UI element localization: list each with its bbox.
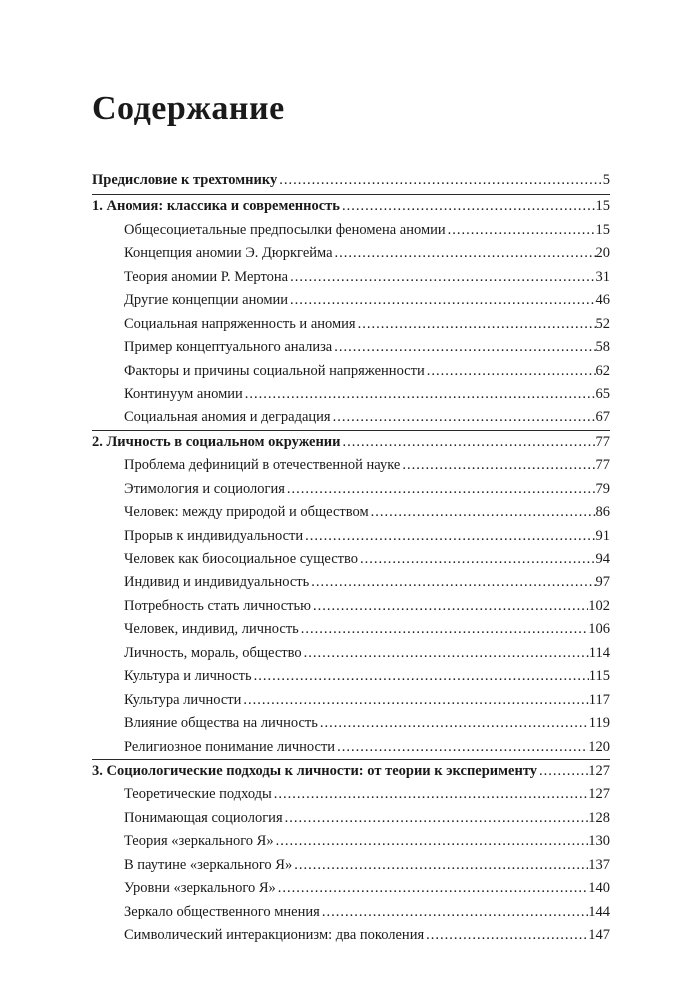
toc-entry-label: Проблема дефиниций в отечественной науке — [124, 457, 401, 474]
toc-page-number: 77 — [595, 457, 610, 474]
toc-dot-leader — [318, 712, 589, 735]
toc-dot-leader — [299, 618, 588, 641]
toc-entry-label: Теория аномии Р. Мертона — [124, 268, 289, 285]
toc-section-entry — [92, 901, 610, 924]
toc-section-entry — [92, 877, 610, 900]
toc-page-number: 140 — [588, 880, 610, 897]
toc-dot-leader — [252, 665, 589, 688]
toc-dot-leader — [340, 195, 596, 218]
toc-dot-leader — [302, 642, 589, 665]
toc-section-entry — [92, 571, 610, 594]
toc-dot-leader — [283, 807, 589, 830]
toc-page-number: 62 — [595, 362, 610, 379]
toc-section-entry — [92, 313, 610, 336]
toc-page-number: 115 — [588, 668, 610, 685]
toc-section-entry — [92, 854, 610, 877]
toc-dot-leader — [320, 901, 588, 924]
toc-section-entry — [92, 665, 610, 688]
toc-entry-label: Личность, мораль, общество — [124, 644, 302, 661]
toc-entry-label: Потребность стать личностью — [124, 597, 311, 614]
toc-page-number: 106 — [588, 621, 610, 638]
toc-chapter-entry — [92, 759, 610, 783]
toc-dot-leader — [332, 336, 595, 359]
toc-entry-label: 2. Личность в социальном окружении — [92, 433, 341, 450]
toc-section-entry — [92, 501, 610, 524]
toc-page-number: 86 — [595, 504, 610, 521]
toc-page-number: 65 — [595, 385, 610, 402]
toc-entry-label: Понимающая социология — [124, 809, 283, 826]
toc-entry-label: Общесоциетальные предпосылки феномена аномии — [124, 221, 446, 238]
toc-entry-label: В паутине «зеркального Я» — [124, 856, 293, 873]
toc-dot-leader — [335, 736, 588, 759]
toc-page-number: 67 — [595, 409, 610, 426]
toc-page-number: 130 — [588, 833, 610, 850]
toc-entry-label: Культура и личность — [124, 668, 252, 685]
toc-page-number: 31 — [595, 268, 610, 285]
toc-dot-leader — [309, 571, 595, 594]
toc-section-entry — [92, 712, 610, 735]
toc-chapter-entry — [92, 430, 610, 454]
toc-entry-label: Символический интеракционизм: два поколения — [124, 927, 425, 943]
toc-page-number: 91 — [595, 527, 610, 544]
toc-section-entry — [92, 406, 610, 429]
toc-page-number: 147 — [588, 927, 610, 943]
toc-page-number: 120 — [588, 738, 610, 755]
toc-page-number: 114 — [588, 644, 610, 661]
toc-page-number: 144 — [588, 903, 610, 920]
toc-entry-label: Концепция аномии Э. Дюркгейма — [124, 245, 333, 262]
toc-page-number: 15 — [595, 221, 610, 238]
toc-dot-leader — [276, 877, 588, 900]
toc-page-number: 79 — [595, 480, 610, 497]
toc-section-entry — [92, 336, 610, 359]
toc-dot-leader — [311, 595, 588, 618]
toc-page-number: 52 — [595, 315, 610, 332]
toc-section-entry — [92, 595, 610, 618]
toc-entry-label: Континуум аномии — [124, 385, 243, 402]
toc-section-entry — [92, 689, 610, 712]
toc-entry-label: Теория «зеркального Я» — [124, 833, 274, 850]
toc-page-number: 15 — [595, 198, 610, 215]
table-of-contents — [92, 169, 610, 947]
toc-section-entry — [92, 736, 610, 759]
toc-entry-label: Человек, индивид, личность — [124, 621, 299, 638]
toc-entry-label: Другие концепции аномии — [124, 292, 289, 309]
toc-dot-leader — [356, 313, 596, 336]
toc-page-number: 127 — [588, 762, 610, 779]
toc-page-number: 20 — [595, 245, 610, 262]
toc-dot-leader — [277, 169, 602, 192]
toc-dot-leader — [331, 406, 596, 429]
toc-dot-leader — [274, 830, 589, 853]
toc-dot-leader — [288, 266, 595, 289]
toc-page-number: 77 — [595, 433, 610, 450]
toc-dot-leader — [341, 431, 596, 454]
toc-entry-label: 3. Социологические подходы к личности: от теории к эксперименту — [92, 762, 538, 779]
toc-entry-label: Человек: между природой и обществом — [124, 504, 369, 521]
toc-dot-leader — [446, 219, 596, 242]
toc-chapter-entry — [92, 194, 610, 218]
toc-entry-label: Человек как биосоциальное существо — [124, 551, 358, 567]
toc-section-entry — [92, 830, 610, 853]
toc-entry-label: Факторы и причины социальной напряженности — [124, 362, 425, 379]
toc-section-entry — [92, 924, 610, 947]
toc-entry-label: Уровни «зеркального Я» — [124, 880, 276, 897]
toc-dot-leader — [537, 760, 588, 783]
toc-dot-leader — [241, 689, 588, 712]
toc-page-number: 128 — [588, 809, 610, 826]
toc-page-number: 102 — [588, 597, 610, 614]
toc-page-number: 58 — [595, 339, 610, 356]
toc-section-entry — [92, 525, 610, 548]
toc-page-number: 94 — [595, 551, 610, 567]
toc-entry-label: Этимология и социология — [124, 480, 285, 497]
toc-page-number: 119 — [588, 715, 610, 732]
toc-section-entry — [92, 783, 610, 806]
toc-section-entry — [92, 618, 610, 641]
toc-dot-leader — [400, 454, 595, 477]
toc-section-entry — [92, 360, 610, 383]
toc-section-entry — [92, 219, 610, 242]
toc-entry-label: Предисловие к трехтомнику — [92, 172, 278, 188]
toc-entry-label: Религиозное понимание личности — [124, 738, 336, 755]
toc-entry-label: 1. Аномия: классика и современность — [92, 198, 340, 215]
toc-page-number: 46 — [595, 292, 610, 309]
toc-entry-label: Культура личности — [124, 691, 242, 708]
toc-section-entry — [92, 289, 610, 312]
toc-entry-label: Социальная аномия и деградация — [124, 409, 331, 426]
toc-section-entry — [92, 383, 610, 406]
toc-page-number: 137 — [588, 856, 610, 873]
toc-page-number: 117 — [588, 691, 610, 708]
toc-page-number: 5 — [602, 172, 610, 188]
toc-entry-label: Индивид и индивидуальность — [124, 574, 310, 591]
toc-entry-label: Зеркало общественного мнения — [124, 903, 320, 920]
page-title: Содержание — [92, 90, 285, 127]
toc-dot-leader — [369, 501, 596, 524]
toc-section-entry — [92, 266, 610, 289]
toc-entry-label: Прорыв к индивидуальности — [124, 527, 304, 544]
toc-entry-label: Социальная напряженность и аномия — [124, 315, 356, 332]
toc-dot-leader — [425, 360, 596, 383]
toc-dot-leader — [243, 383, 596, 406]
toc-section-entry — [92, 642, 610, 665]
toc-entry-label: Влияние общества на личность — [124, 715, 318, 732]
toc-chapter-entry — [92, 169, 610, 192]
toc-dot-leader — [285, 478, 596, 501]
toc-section-entry — [92, 478, 610, 501]
toc-entry-label: Теоретические подходы — [124, 786, 272, 803]
toc-dot-leader — [288, 289, 595, 312]
toc-page-number: 127 — [588, 786, 610, 803]
toc-section-entry — [92, 454, 610, 477]
toc-page-number: 97 — [595, 574, 610, 591]
toc-dot-leader — [424, 924, 588, 947]
toc-section-entry — [92, 548, 610, 571]
toc-dot-leader — [292, 854, 588, 877]
toc-section-entry — [92, 807, 610, 830]
toc-entry-label: Пример концептуального анализа — [124, 339, 333, 356]
toc-section-entry — [92, 242, 610, 265]
toc-dot-leader — [272, 783, 588, 806]
toc-dot-leader — [358, 548, 596, 571]
toc-dot-leader — [333, 242, 596, 265]
toc-dot-leader — [303, 525, 595, 548]
